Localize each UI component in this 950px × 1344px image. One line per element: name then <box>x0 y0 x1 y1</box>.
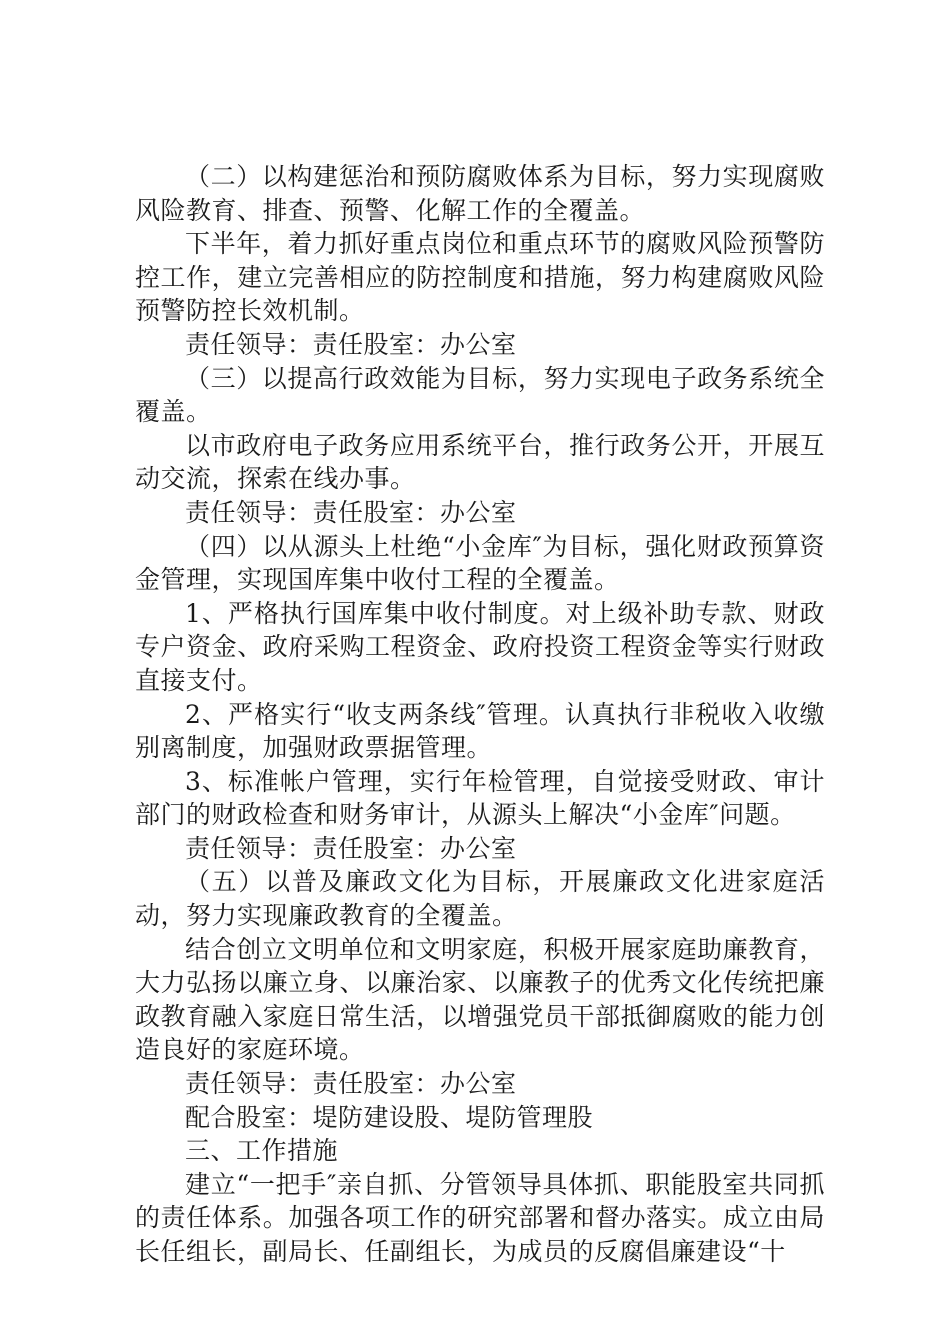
section-heading-work-measures: 三、工作措施 <box>185 1136 339 1166</box>
list-item: 2、严格实行“收支两条线″管理。认真执行非税收入收缴别离制度，加强财政票据管理。 <box>135 699 825 763</box>
paragraph-4-heading: （四）以从源头上杜绝“小金库″为目标，强化财政预算资金管理，实现国库集中收付工程的全覆盖。 <box>135 531 825 595</box>
paragraph-text: 下半年，着力抓好重点岗位和重点环节的腐败风险预警防控工作，建立完善相应的防控制度和措施，努力构建腐败风险预警防控长效机制。 <box>135 229 825 326</box>
paragraph-5-heading: （五）以普及廉政文化为目标，开展廉政文化进家庭活动，努力实现廉政教育的全覆盖。 <box>135 867 825 931</box>
cooperating-departments-line: 配合股室：堤防建设股、堤防管理股 <box>185 1102 594 1132</box>
responsibility-line: 责任领导：责任股室：办公室 <box>185 833 517 863</box>
list-item: 1、严格执行国库集中收付制度。对上级补助专款、财政专户资金、政府采购工程资金、政府投资工程资金等实行财政直接支付。 <box>135 598 825 695</box>
paragraph-text: 建立“一把手″亲自抓、分管领导具体抓、职能股室共同抓的责任体系。加强各项工作的研究部署和督办落实。成立由局长任组长，副局长、任副组长，为成员的反腐倡廉建设“十 <box>135 1169 825 1266</box>
paragraph-2-heading: （二）以构建惩治和预防腐败体系为目标，努力实现腐败风险教育、排查、预警、化解工作的全覆盖。 <box>135 162 825 225</box>
paragraph-3-heading: （三）以提高行政效能为目标，努力实现电子政务系统全覆盖。 <box>135 363 825 427</box>
responsibility-line: 责任领导：责任股室：办公室 <box>185 1069 517 1099</box>
paragraph-text: 结合创立文明单位和文明家庭，积极开展家庭助廉教育，大力弘扬以廉立身、以廉治家、以廉教子的优秀文化传统把廉政教育融入家庭日常生活，以增强党员干部抵御腐败的能力创造良好的家庭环境。 <box>135 934 825 1065</box>
list-item: 3、标准帐户管理，实行年检管理，自觉接受财政、审计部门的财政检查和财务审计，从源头上解决“小金库″问题。 <box>135 766 825 830</box>
responsibility-line: 责任领导：责任股室：办公室 <box>185 497 517 527</box>
responsibility-line: 责任领导：责任股室：办公室 <box>185 329 517 359</box>
document-body <box>135 160 825 1269</box>
paragraph-text: 以市政府电子政务应用系统平台，推行政务公开，开展互动交流，探索在线办事。 <box>135 430 825 494</box>
